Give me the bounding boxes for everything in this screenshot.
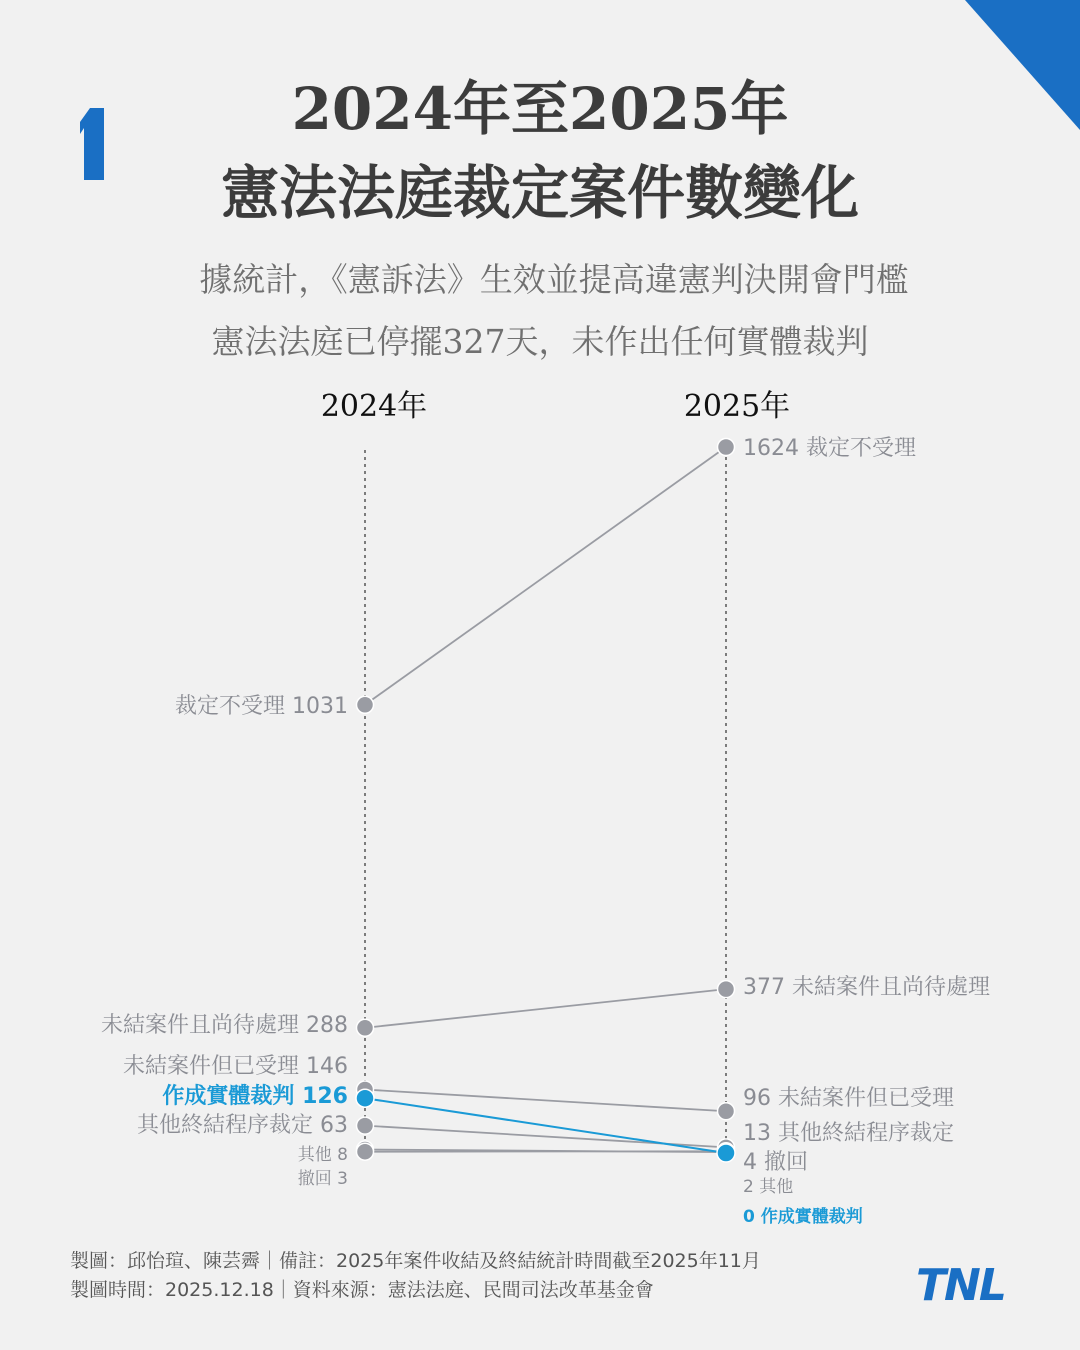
year-label-2025: 2025年 xyxy=(683,389,791,424)
point-2024-3 xyxy=(356,1089,374,1107)
point-2024-0 xyxy=(357,696,374,713)
label-2024-3: 作成實體裁判 126 xyxy=(162,1084,348,1109)
label-2024-0: 裁定不受理 1031 xyxy=(175,694,348,719)
label-2025-6: 4 撤回 xyxy=(743,1150,808,1175)
slope-line-3 xyxy=(365,1098,726,1153)
label-2025-0: 1624 裁定不受理 xyxy=(743,436,916,461)
year-label-2024: 2024年 xyxy=(320,389,428,424)
label-2024-4: 其他終結程序裁定 63 xyxy=(137,1113,348,1138)
point-2024-6 xyxy=(357,1143,374,1160)
label-2024-6: 撤回 3 xyxy=(297,1169,348,1189)
point-2024-1 xyxy=(357,1019,374,1036)
title-line-1: 2024年至2025年 xyxy=(291,75,789,143)
slope-line-2 xyxy=(365,1090,726,1112)
subtitle-line-2: 憲法法庭已停擺327天，未作出任何實體裁判 xyxy=(211,322,869,361)
label-2024-1: 未結案件且尚待處理 288 xyxy=(101,1013,348,1038)
footer-date-source: 製圖時間：2025.12.18｜資料來源：憲法法庭、民間司法改革基金會 xyxy=(70,1279,654,1301)
slope-line-1 xyxy=(365,989,726,1028)
label-2025-1: 377 未結案件且尚待處理 xyxy=(743,975,990,1000)
point-2025-0 xyxy=(718,439,735,456)
label-2025-3: 0 作成實體裁判 xyxy=(743,1207,863,1227)
label-2024-2: 未結案件但已受理 146 xyxy=(123,1054,348,1079)
label-2025-5: 2 其他 xyxy=(743,1177,794,1197)
slope-line-0 xyxy=(365,447,726,705)
point-2025-1 xyxy=(718,981,735,998)
label-2025-4: 13 其他終結程序裁定 xyxy=(743,1121,954,1146)
subtitle-line-1: 據統計，《憲訴法》生效並提高違憲判決開會門檻 xyxy=(199,260,909,299)
title-line-2: 憲法法庭裁定案件數變化 xyxy=(220,159,859,227)
point-2025-2 xyxy=(718,1103,735,1120)
point-2024-4 xyxy=(357,1117,374,1134)
point-2025-3 xyxy=(717,1144,735,1162)
label-2024-5: 其他 8 xyxy=(297,1145,348,1165)
tnl-logo: TNL xyxy=(916,1260,1005,1311)
footer-credit: 製圖：邱怡瑄、陳芸霽｜備註：2025年案件收結及終結統計時間截至2025年11月 xyxy=(70,1250,761,1272)
label-2025-2: 96 未結案件但已受理 xyxy=(743,1086,954,1111)
